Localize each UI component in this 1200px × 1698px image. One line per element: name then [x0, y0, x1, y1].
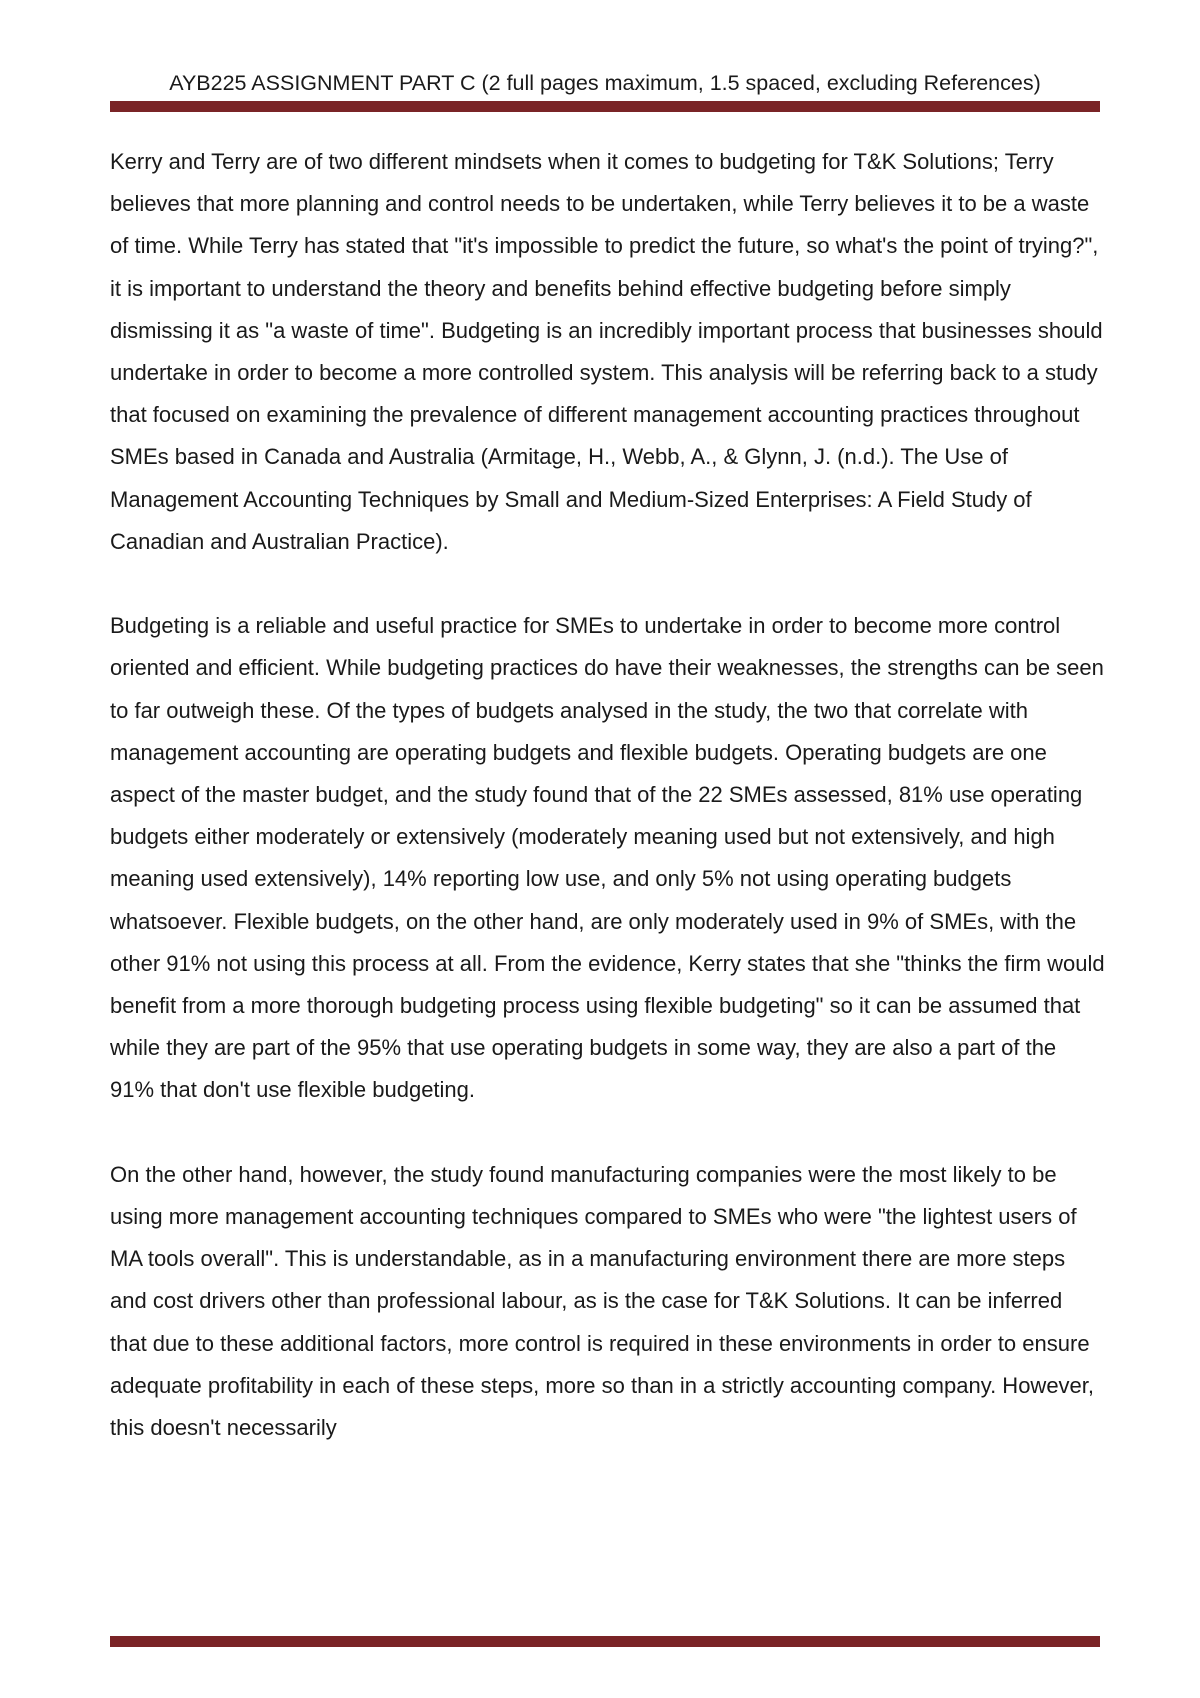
paragraph-1: Kerry and Terry are of two different mindsets when it comes to budgeting for T&K Solutions; Terry believes that more planning and control needs to be undertaken, while Terry believes it to be a waste of time. While Terry has stated that "it's impossible to predict the future, so what's the point of trying?", it is important to understand the theory and benefits behind effective budgeting before simply dismissing it as "a waste of time". Budgeting is an incredibly important process that businesses should undertake in order to become a more controlled system. This analysis will be referring back to a study that focused on examining the prevalence of different management accounting practices throughout SMEs based in Canada and Australia (Armitage, H., Webb, A., & Glynn, J. (n.d.). The Use of Management Accounting Techniques by Small and Medium-Sized Enterprises: A Field Study of Canadian and Australian Practice). — [110, 149, 1103, 554]
document-body — [110, 141, 1105, 1449]
footer-divider — [110, 1636, 1100, 1647]
header-divider — [110, 101, 1100, 112]
paragraph-3: On the other hand, however, the study found manufacturing companies were the most likely to be using more management accounting techniques compared to SMEs who were "the lightest users of MA tools overall". This is understandable, as in a manufacturing environment there are more steps and cost drivers other than professional labour, as is the case for T&K Solutions. It can be inferred that due to these additional factors, more control is required in these environments in order to ensure adequate profitability in each of these steps, more so than in a strictly accounting company. However, this doesn't necessarily — [110, 1161, 1095, 1441]
page-header-title: AYB225 ASSIGNMENT PART C (2 full pages maximum, 1.5 spaced, excluding References) — [169, 71, 1041, 95]
paragraph-2: Budgeting is a reliable and useful practice for SMEs to undertake in order to become more control oriented and efficient. While budgeting practices do have their weaknesses, the strengths can be seen to far outweigh these. Of the types of budgets analysed in the study, the two that correlate with management accounting are operating budgets and flexible budgets. Operating budgets are one aspect of the master budget, and the study found that of the 22 SMEs assessed, 81% use operating budgets either moderately or extensively (moderately meaning used but not extensively, and high meaning used extensively), 14% reporting low use, and only 5% not using operating budgets whatsoever. Flexible budgets, on the other hand, are only moderately used in 9% of SMEs, with the other 91% not using this process at all. From the evidence, Kerry states that she "thinks the firm would benefit from a more thorough budgeting process using flexible budgeting" so it can be assumed that while they are part of the 95% that use operating budgets in some way, they are also a part of the 91% that don't use flexible budgeting. — [110, 613, 1105, 1103]
